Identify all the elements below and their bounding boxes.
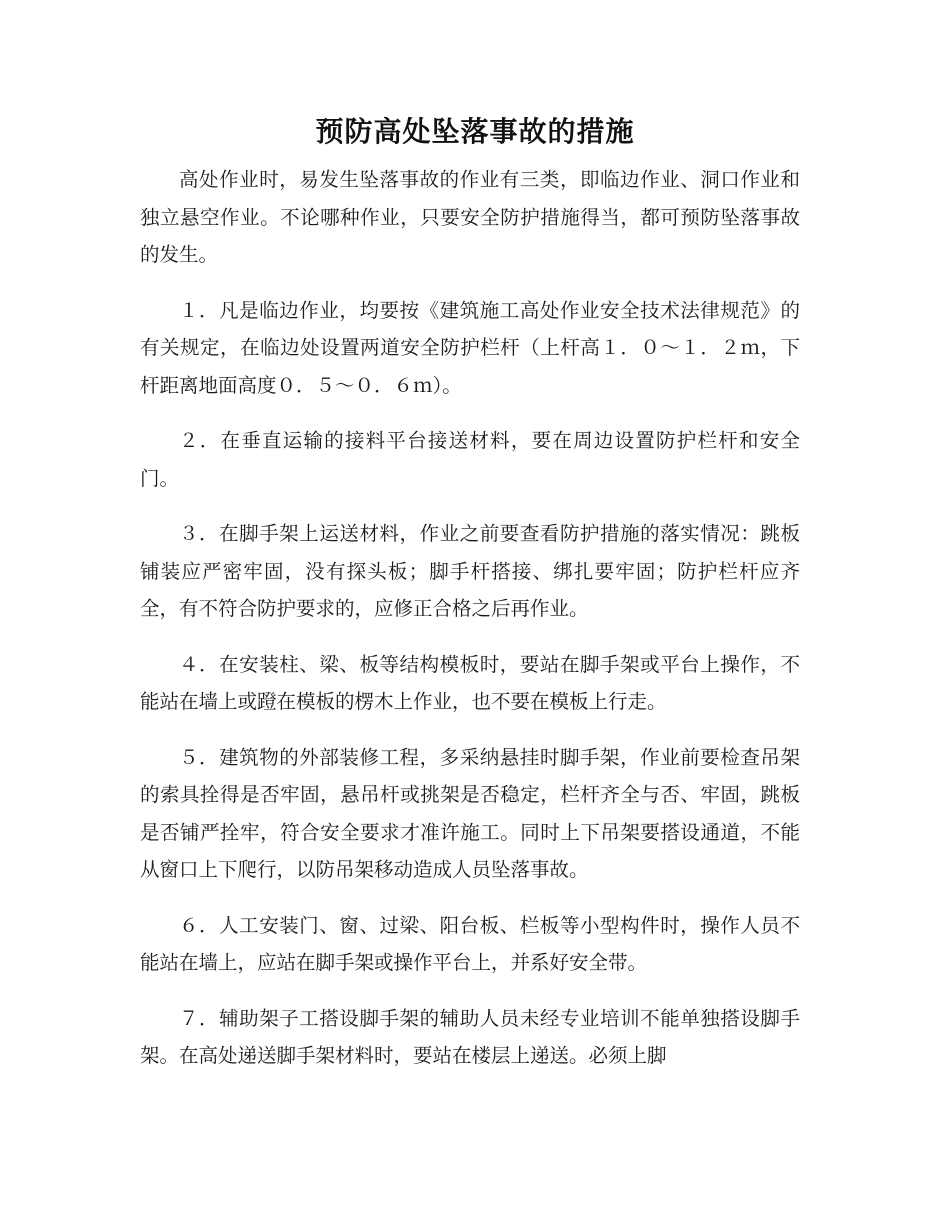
paragraph-intro: 高处作业时，易发生坠落事故的作业有三类，即临边作业、洞口作业和独立悬空作业。不论哪种作业，只要安全防护措施得当，都可预防坠落事故的发生。 [140, 168, 800, 266]
paragraph-item-4: ４．在安装柱、梁、板等结构模板时，要站在脚手架或平台上操作，不能站在墙上或蹬在模板的楞木上作业，也不要在模板上行走。 [140, 652, 800, 713]
document-title: 预防高处坠落事故的措施 [315, 115, 635, 148]
paragraph-item-1: １．凡是临边作业，均要按《建筑施工高处作业安全技术法律规范》的有关规定，在临边处设置两道安全防护栏杆（上杆高１．０～１．２ｍ，下杆距离地面高度０．５～０．６ｍ）。 [140, 298, 800, 397]
paragraph-item-3: ３．在脚手架上运送材料，作业之前要查看防护措施的落实情况：跳板铺装应严密牢固，没有探头板；脚手杆搭接、绑扎要牢固；防护栏杆应齐全，有不符合防护要求的，应修正合格之后再作业。 [140, 522, 800, 620]
paragraph-item-5: ５．建筑物的外部装修工程，多采纳悬挂时脚手架，作业前要检查吊架的索具拴得是否牢固，悬吊杆或挑架是否稳定，栏杆齐全与否、牢固，跳板是否铺严拴牢，符合安全要求才准许施工。同时上下吊架要搭设通道，不能从窗口上下爬行，以防吊架移动造成人员坠落事故。 [140, 745, 800, 881]
document-body [140, 161, 800, 1093]
paragraph-item-6: ６．人工安装门、窗、过梁、阳台板、栏板等小型构件时，操作人员不能站在墙上，应站在脚手架或操作平台上，并系好安全带。 [140, 913, 800, 974]
paragraph-item-2: ２．在垂直运输的接料平台接送材料，要在周边设置防护栏杆和安全门。 [140, 429, 800, 490]
paragraph-item-7: ７．辅助架子工搭设脚手架的辅助人员未经专业培训不能单独搭设脚手架。在高处递送脚手架材料时，要站在楼层上递送。必须上脚 [140, 1006, 800, 1067]
